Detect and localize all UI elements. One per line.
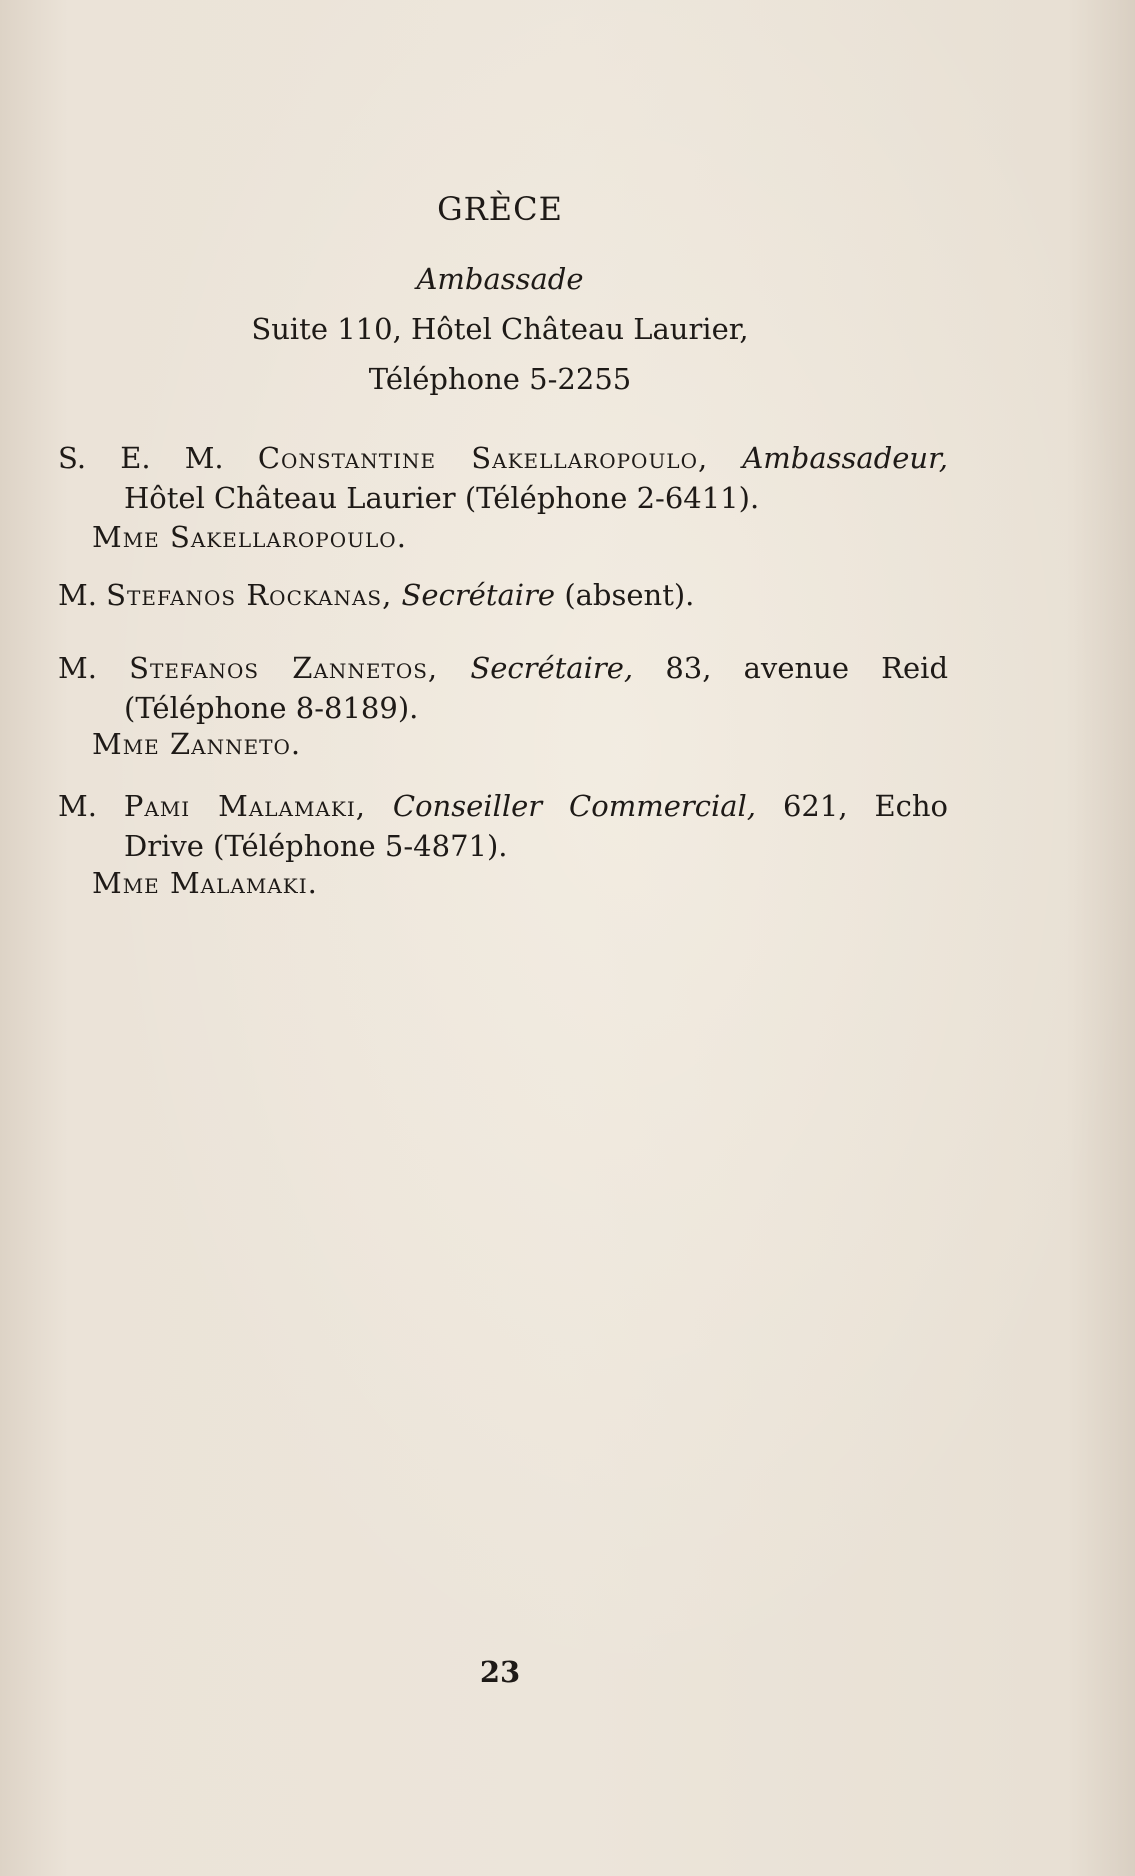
entry-prefix: M.	[58, 578, 97, 612]
entry-prefix: M.	[58, 789, 97, 823]
entry-detail: 621, Echo	[782, 789, 949, 823]
mission-type: Ambassade	[416, 262, 584, 296]
page-number: 23	[479, 1655, 521, 1689]
entry-line	[58, 438, 948, 478]
entry-detail: (absent).	[564, 578, 695, 612]
entry-prefix: S. E. M.	[58, 441, 224, 475]
entry-title: Secrétaire,	[470, 651, 634, 685]
entry-line	[58, 786, 948, 826]
entry-name: Constantine Sakellaropoulo,	[257, 441, 709, 475]
entry-title: Ambassadeur,	[742, 441, 949, 475]
entry-ambassador	[58, 438, 948, 518]
entry-detail: 83, avenue Reid	[665, 651, 949, 685]
entry-prefix: M.	[58, 651, 97, 685]
entry-commercial-counsellor	[58, 786, 948, 866]
entry-name: Pami Malamaki,	[123, 789, 366, 823]
mission-telephone: Téléphone 5-2255	[368, 362, 632, 396]
mission-address: Suite 110, Hôtel Château Laurier,	[251, 312, 749, 346]
entry-title: Secrétaire	[401, 578, 556, 612]
entry-continuation: Drive (Téléphone 5-4871).	[124, 829, 508, 863]
entry-title: Conseiller Commercial,	[392, 789, 757, 823]
entry-line	[58, 575, 948, 615]
spouse-name: Mme Malamaki.	[92, 866, 318, 900]
entry-secretary-rockanas	[58, 575, 948, 615]
entry-name: Stefanos Zannetos,	[129, 651, 439, 685]
entry-name: Stefanos Rockanas,	[106, 578, 393, 612]
spouse-name: Mme Zanneto.	[92, 727, 302, 761]
spouse-name: Mme Sakellaropoulo.	[92, 520, 407, 554]
entry-line	[58, 648, 948, 688]
entry-continuation: Hôtel Château Laurier (Téléphone 2-6411).	[124, 481, 760, 515]
country-heading: GRÈCE	[437, 190, 563, 228]
entry-continuation: (Téléphone 8-8189).	[124, 691, 419, 725]
entry-secretary-zannetos	[58, 648, 948, 728]
